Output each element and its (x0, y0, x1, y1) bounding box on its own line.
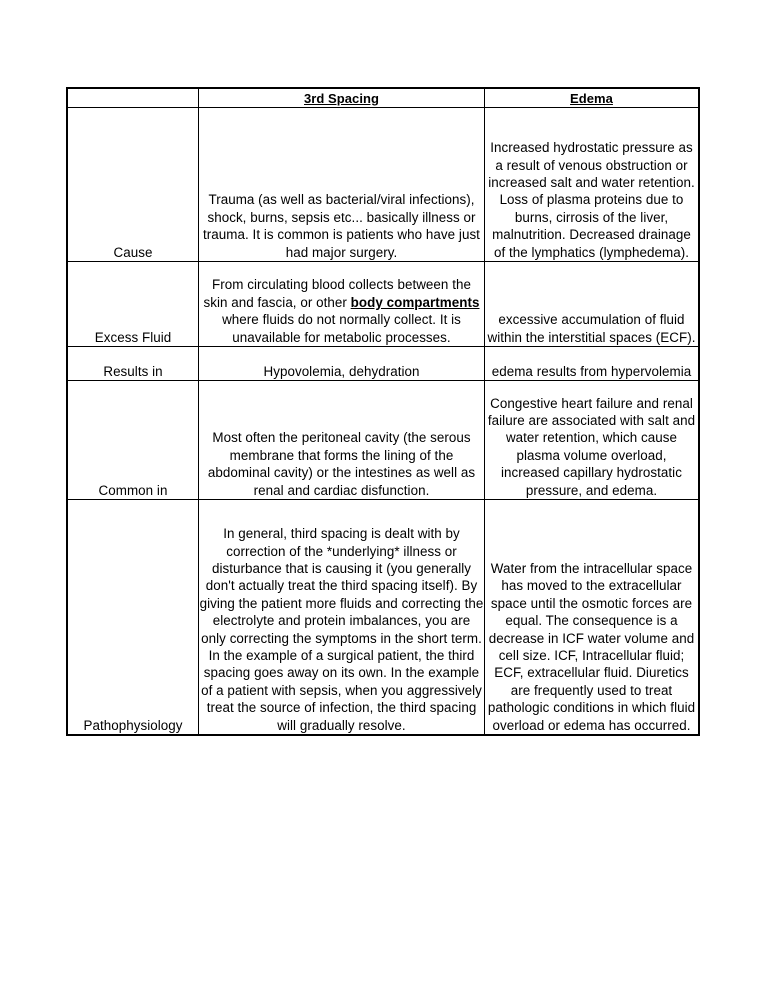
header-3rd-spacing (199, 89, 484, 106)
cell-text: Increased hydrostatic pressure as a result of venous obstruction or increased salt and water retention. Loss of plasma proteins due to burns, cirrosis of the liver, malnutrition. Decreased drainage of the lymphatics (lymphedema). (488, 140, 695, 260)
cell-pathophysiology-3rd-spacing (199, 500, 484, 734)
body-compartments-term: body compartments (350, 294, 480, 310)
cell-results-in-3rd-spacing (199, 347, 484, 380)
row-label-text: Excess Fluid (94, 329, 172, 345)
cell-text-part: where fluids do not normally collect. It is unavailable for metabolic processes. (222, 312, 461, 345)
row-label-common-in (68, 381, 198, 499)
row-label-text: Pathophysiology (83, 717, 183, 733)
cell-text (199, 276, 484, 346)
header-edema-text: Edema (570, 91, 613, 106)
header-edema (485, 89, 698, 106)
cell-common-in-edema (486, 381, 697, 499)
cell-pathophysiology-edema (486, 500, 697, 734)
row-label-results-in (68, 347, 198, 380)
row-label-pathophysiology (68, 500, 198, 734)
cell-excess-fluid-3rd-spacing (199, 262, 484, 346)
cell-common-in-3rd-spacing (199, 381, 484, 499)
cell-cause-3rd-spacing (199, 108, 484, 261)
cell-text: Hypovolemia, dehydration (263, 363, 420, 379)
cell-text: Trauma (as well as bacterial/viral infections), shock, burns, sepsis etc... basically illness or trauma. It is common is patients who have just had major surgery. (203, 192, 480, 260)
row-label-cause (68, 108, 198, 261)
cell-text: Most often the peritoneal cavity (the serous membrane that forms the lining of the abdominal cavity) or the intestines as well as renal and cardiac disfunction. (207, 430, 476, 498)
cell-text: Water from the intracellular space has moved to the extracellular space until the osmotic forces are equal. The consequence is a decrease in ICF water volume and cell size. ICF, Intracellular fluid; ECF, extracellular fluid. Diuretics are frequently used to treat pathologic conditions in which fluid overload or edema has occurred. (487, 560, 696, 733)
cell-text: edema results from hypervolemia (491, 363, 692, 379)
cell-text-part: From circulating blood collects between the skin and fascia, or other (203, 277, 471, 310)
cell-text: In general, third spacing is dealt with by correction of the *underlying* illness or disturbance that is causing it (you generally don't actually treat the third spacing itself). By giving the patient more fluids and correcting the electrolyte and protein imbalances, you are only correcting the symptoms in the short term. In the example of a surgical patient, the third spacing goes away on its own. In the example of a patient with sepsis, when you aggressively treat the source of infection, the third spacing will gradually resolve. (199, 526, 484, 733)
row-label-text: Cause (113, 244, 153, 260)
cell-results-in-edema (486, 347, 697, 380)
row-label-excess-fluid (68, 262, 198, 346)
column-divider (484, 89, 485, 734)
cell-excess-fluid-edema (486, 262, 697, 346)
comparison-table (66, 87, 700, 736)
cell-text: excessive accumulation of fluid within the interstitial spaces (ECF). (487, 312, 696, 345)
cell-text: Congestive heart failure and renal failure are associated with salt and water retention, which cause plasma volume overload, increased capillary hydrostatic pressure, and edema. (487, 395, 696, 498)
header-3rd-spacing-text: 3rd Spacing (304, 91, 379, 106)
row-label-text: Common in (98, 482, 168, 498)
row-label-text: Results in (103, 363, 163, 379)
cell-cause-edema (486, 108, 697, 261)
header-corner (68, 89, 198, 106)
